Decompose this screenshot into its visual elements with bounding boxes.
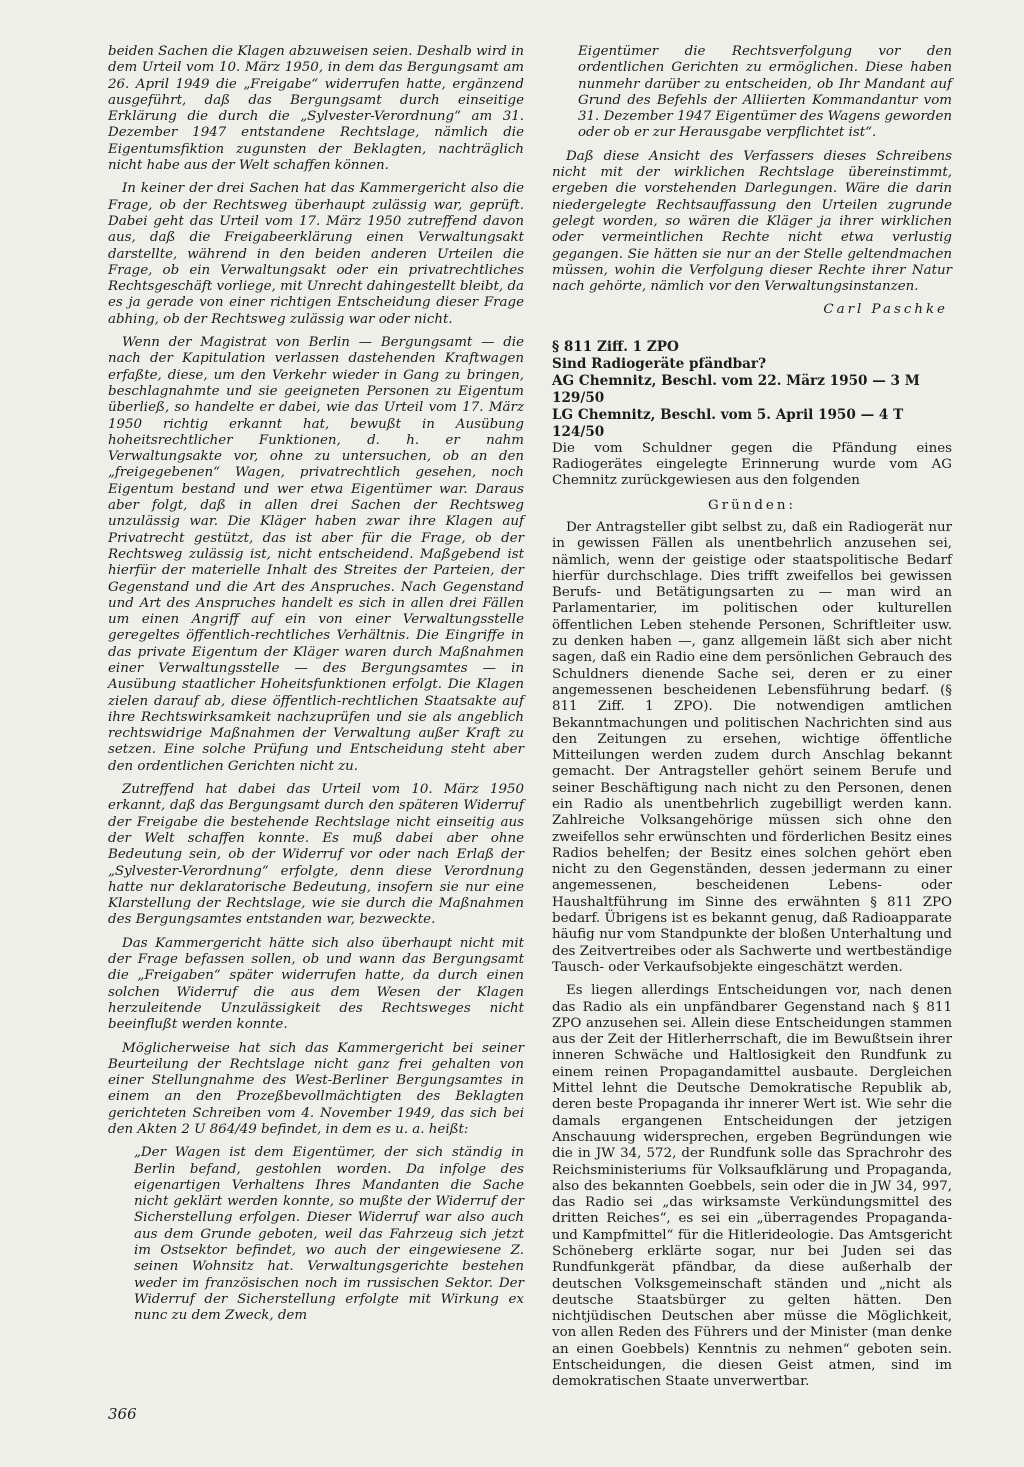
heading-court-1: AG Chemnitz, Beschl. vom 22. März 1950 — 3 M 129/50 [552,372,920,406]
heading-question: Sind Radiogeräte pfändbar? [552,355,767,372]
paragraph: Zutreffend hat dabei das Urteil vom 10. März 1950 erkannt, daß das Bergungsamt durch den späteren Widerruf der Freigabe die bestehende Rechtslage nicht einseitig aus der Welt schaffen konnte. Es muß dabei aber ohne Bedeutung sein, ob der Widerruf vor oder nach Erlaß der „Sylvester-Verordnung“ erfolgte, denn diese Verordnung hatte nur deklaratorische Bedeutung, insofern sie nur eine Klarstellung der Rechtslage, wie sie durch die Maßnahmen des Bergungsamtes entstanden war, bezweckte. [108,782,524,928]
paragraph: beiden Sachen die Klagen abzuweisen seien. Deshalb wird in dem Urteil vom 10. März 1950, in dem das Bergungsamt am 26. April 1949 die „Freigabe“ widerrufen hatte, ergänzend ausgeführt, daß das Bergungsamt durch einseitige Erklärung die durch die „Sylvester-Verordnung“ am 31. Dezember 1947 entstandene Rechtslage, nämlich die Eigentumsfiktion zugunsten der Beklagten, nachträglich nicht habe aus der Welt schaffen können. [108,44,524,174]
block-quote: „Der Wagen ist dem Eigentümer, der sich ständig in Berlin befand, gestohlen worden. Da infolge des eigenartigen Verhaltens Ihres Mandanten die Sache nicht geklärt werden konnte, so mußte der Widerruf der Sicherstellung erfolgen. Dieser Widerruf war also auch aus dem Grunde geboten, weil das Fahrzeug sich jetzt im Ostsektor befindet, wo auch der eingewiesene Z. seinen Wohnsitz hat. Verwaltungsgerichte bestehen weder im französischen noch im russischen Sektor. Der Widerruf der Sicherstellung erfolgte mit Wirkung ex nunc zu dem Zweck, dem [134,1145,524,1324]
paragraph: Das Kammergericht hätte sich also überhaupt nicht mit der Frage befassen sollen, ob und wann das Bergungsamt die „Freigaben“ später widerrufen hatte, da durch einen solchen Widerruf die aus dem Wesen der Klagen herzuleitende Unzulässigkeit des Rechtsweges nicht beeinflußt werden konnte. [108,935,524,1033]
paragraph: Wenn der Magistrat von Berlin — Bergungsamt — die nach der Kapitulation verlassen dastehenden Kraftwagen erfaßte, diese, um den Verkehr wieder in Gang zu bringen, beschlagnahmte und sie geeigneten Personen zu Eigentum überließ, so handelte er dabei, wie das Urteil vom 17. März 1950 richtig erkannt hat, bewußt in Ausübung hoheitsrechtlicher Funktionen, d. h. er nahm Verwaltungsakte vor, ohne zu untersuchen, ob an den „freigegebenen“ Wagen, privatrechtlich gesehen, noch Eigentum bestand und wer etwa Eigentümer war. Daraus aber folgt, daß in allen drei Sachen der Rechtsweg unzulässig war. Die Kläger haben zwar ihre Klagen auf Privatrecht gestützt, das ist aber für die Frage, ob der Rechtsweg zulässig ist, nicht entscheidend. Maßgebend ist hierfür der materielle Inhalt des Streites der Parteien, der Gegenstand und die Art des Anspruches. Nach Gegenstand und Art des Anspruches handelt es sich in allen drei Fällen um einen Angriff auf ein von einer Verwaltungsstelle geregeltes öffentlich-rechtliches Verhältnis. Die Eingriffe in das private Eigentum der Kläger waren durch Maßnahmen einer Verwaltungsstelle — des Bergungsamtes — in Ausübung staatlicher Hoheitsfunktionen erfolgt. Die Klagen zielen darauf ab, diese öffentlich-rechtlichen Staatsakte auf ihre Rechtswirksamkeit nachzuprüfen und sie als angeblich rechtswidrige Maßnahmen der Verwaltung außer Kraft zu setzen. Eine solche Prüfung und Entscheidung steht aber den ordentlichen Gerichten nicht zu. [108,335,524,774]
left-column [108,44,524,1332]
paragraph: In keiner der drei Sachen hat das Kammergericht also die Frage, ob der Rechtsweg überhaupt zulässig war, geprüft. Dabei geht das Urteil vom 17. März 1950 zutreffend davon aus, daß die Freigabeerklärung einen Verwaltungsakt darstellte, während in den beiden anderen Urteilen die Frage, ob ein Verwaltungsakt oder ein privatrechtliches Rechtsgeschäft vorliege, mit Unrecht dahingestellt bleibt, da es ja gerade von einer richtigen Entscheidung dieser Frage abhing, ob der Rechtsweg zulässig war oder nicht. [108,181,524,327]
heading-statute: § 811 Ziff. 1 ZPO [552,338,679,355]
section-heading [552,339,952,441]
author-signature: Carl Paschke [823,302,948,318]
paragraph: Möglicherweise hat sich das Kammergericht bei seiner Beurteilung der Rechtslage nicht ganz frei gehalten von einer Stellungnahme des West-Berliner Bergungsamtes in einem an den Prozeßbevollmächtigten des Beklagten gerichteten Schreiben vom 4. November 1949, das sich bei den Akten 2 U 864/49 befindet, in dem es u. a. heißt: [108,1040,524,1137]
paragraph: Der Antragsteller gibt selbst zu, daß ein Radiogerät nur in gewissen Fällen als unentbehrlich anzusehen sei, nämlich, wenn der geistige oder staatspolitische Bedarf hierfür durchschlage. Dies trifft zweifellos bei gewissen Berufs- und Betätigungsarten zu — man wird an Parlamentarier, im politischen oder kulturellen öffentlichen Leben stehende Personen, Schriftleiter usw. zu denken haben —, ganz allgemein läßt sich aber nicht sagen, daß ein Radio eine dem persönlichen Gebrauch des Schuldners dienende Sache sei, deren er zu einer angemessenen bescheidenen Lebensführung bedarf. (§ 811 Ziff. 1 ZPO). Die notwendigen amtlichen Bekanntmachungen und politischen Nachrichten sind aus den Zeitungen zu ersehen, wichtige öffentliche Mitteilungen werden zudem durch Anschlag bekannt gemacht. Der Antragsteller gehört seinem Berufe und seiner Beschäftigung nach nicht zu den Personen, denen ein Radio als unentbehrlich zugebilligt werden kann. Zahlreiche Volksangehörige müssen sich ohne den zweifellos sehr erwünschten und förderlichen Besitz eines Radios behelfen; der Besitz eines solchen gehört eben nicht zu den Gegenständen, dessen jedermann zu einer angemessenen, bescheidenen Lebens- oder Haushaltführung im Sinne des erwähnten § 811 ZPO bedarf. Übrigens ist es bekannt genug, daß Radioapparate häufig nur vom Standpunkte der bloßen Unterhaltung und des Zeitvertreibes oder als Sachwerte und wertbeständige Tausch- oder Verkaufsobjekte eingeschätzt werden. [552,519,952,975]
gruenden-label: Gründen: [708,497,796,513]
paragraph: Daß diese Ansicht des Verfassers dieses Schreibens nicht mit der wirklichen Rechtslage übereinstimmt, ergeben die vorstehenden Darlegungen. Wäre die darin niedergelegte Rechtsauffassung den Urteilen zugrunde gelegt worden, so wären die Kläger ja ihrer wirklichen oder vermeintlichen Rechte nicht etwa verlustig gegangen. Sie hätten sie nur an der Stelle geltendmachen müssen, wohin die Verfolgung dieser Rechte ihrer Natur nach gehörte, nämlich vor den Verwaltungsinstanzen. [552,148,952,295]
block-quote: Eigentümer die Rechtsverfolgung vor den ordentlichen Gerichten zu ermöglichen. Diese haben nunmehr darüber zu entscheiden, ob Ihr Mandant auf Grund des Befehls der Alliierten Kommandantur vom 31. Dezember 1947 Eigentümer des Wagens geworden oder ob er zur Herausgabe verpflichtet ist“. [578,44,952,141]
paragraph: Es liegen allerdings Entscheidungen vor, nach denen das Radio als ein unpfändbarer Gegenstand nach § 811 ZPO anzusehen sei. Allein diese Entscheidungen stammen aus der Zeit der Hitlerherrschaft, die im Bewußtsein ihrer inneren Schwäche und Haltlosigkeit den Rundfunk zu einem reinen Propagandamittel ausbaute. Dergleichen Mittel lehnt die Deutsche Demokratische Republik ab, deren beste Propaganda ihr innerer Wert ist. Wie sehr die damals ergangenen Entscheidungen der jetzigen Anschauung widersprechen, ergeben Begründungen wie die in JW 34, 572, der Rundfunk solle das Sprachrohr des Reichsministeriums für Volksaufklärung und Propaganda, also des bekannten Goebbels, sein oder die in JW 34, 997, das Radio sei „das wirksamste Verkündungsmittel des dritten Reiches“, es sei ein „überragendes Propaganda- und Kampfmittel“ für die Hitlerideologie. Das Amtsgericht Schöneberg erklärte sogar, nur bei Juden sei das Rundfunkgerät pfändbar, da diese außerhalb der deutschen Volksgemeinschaft ständen und „nicht als deutsche Staatsbürger zu gelten hätten. Den nichtjüdischen Deutschen aber müsse die Möglichkeit, von allen Reden des Führers und der Minister (man denke an einen Goebbels) Kenntnis zu nehmen“ geboten sein. Entscheidungen, die diesen Geist atmen, sind im demokratischen Staate unverwertbar. [552,983,952,1390]
heading-court-2: LG Chemnitz, Beschl. vom 5. April 1950 — 4 T 124/50 [552,406,904,440]
intro-paragraph: Die vom Schuldner gegen die Pfändung eines Radiogerätes eingelegte Erinnerung wurde vom AG Chemnitz zurückgewiesen aus den folgenden [552,440,952,489]
page-number: 366 [108,1405,137,1423]
right-column [552,44,952,1398]
